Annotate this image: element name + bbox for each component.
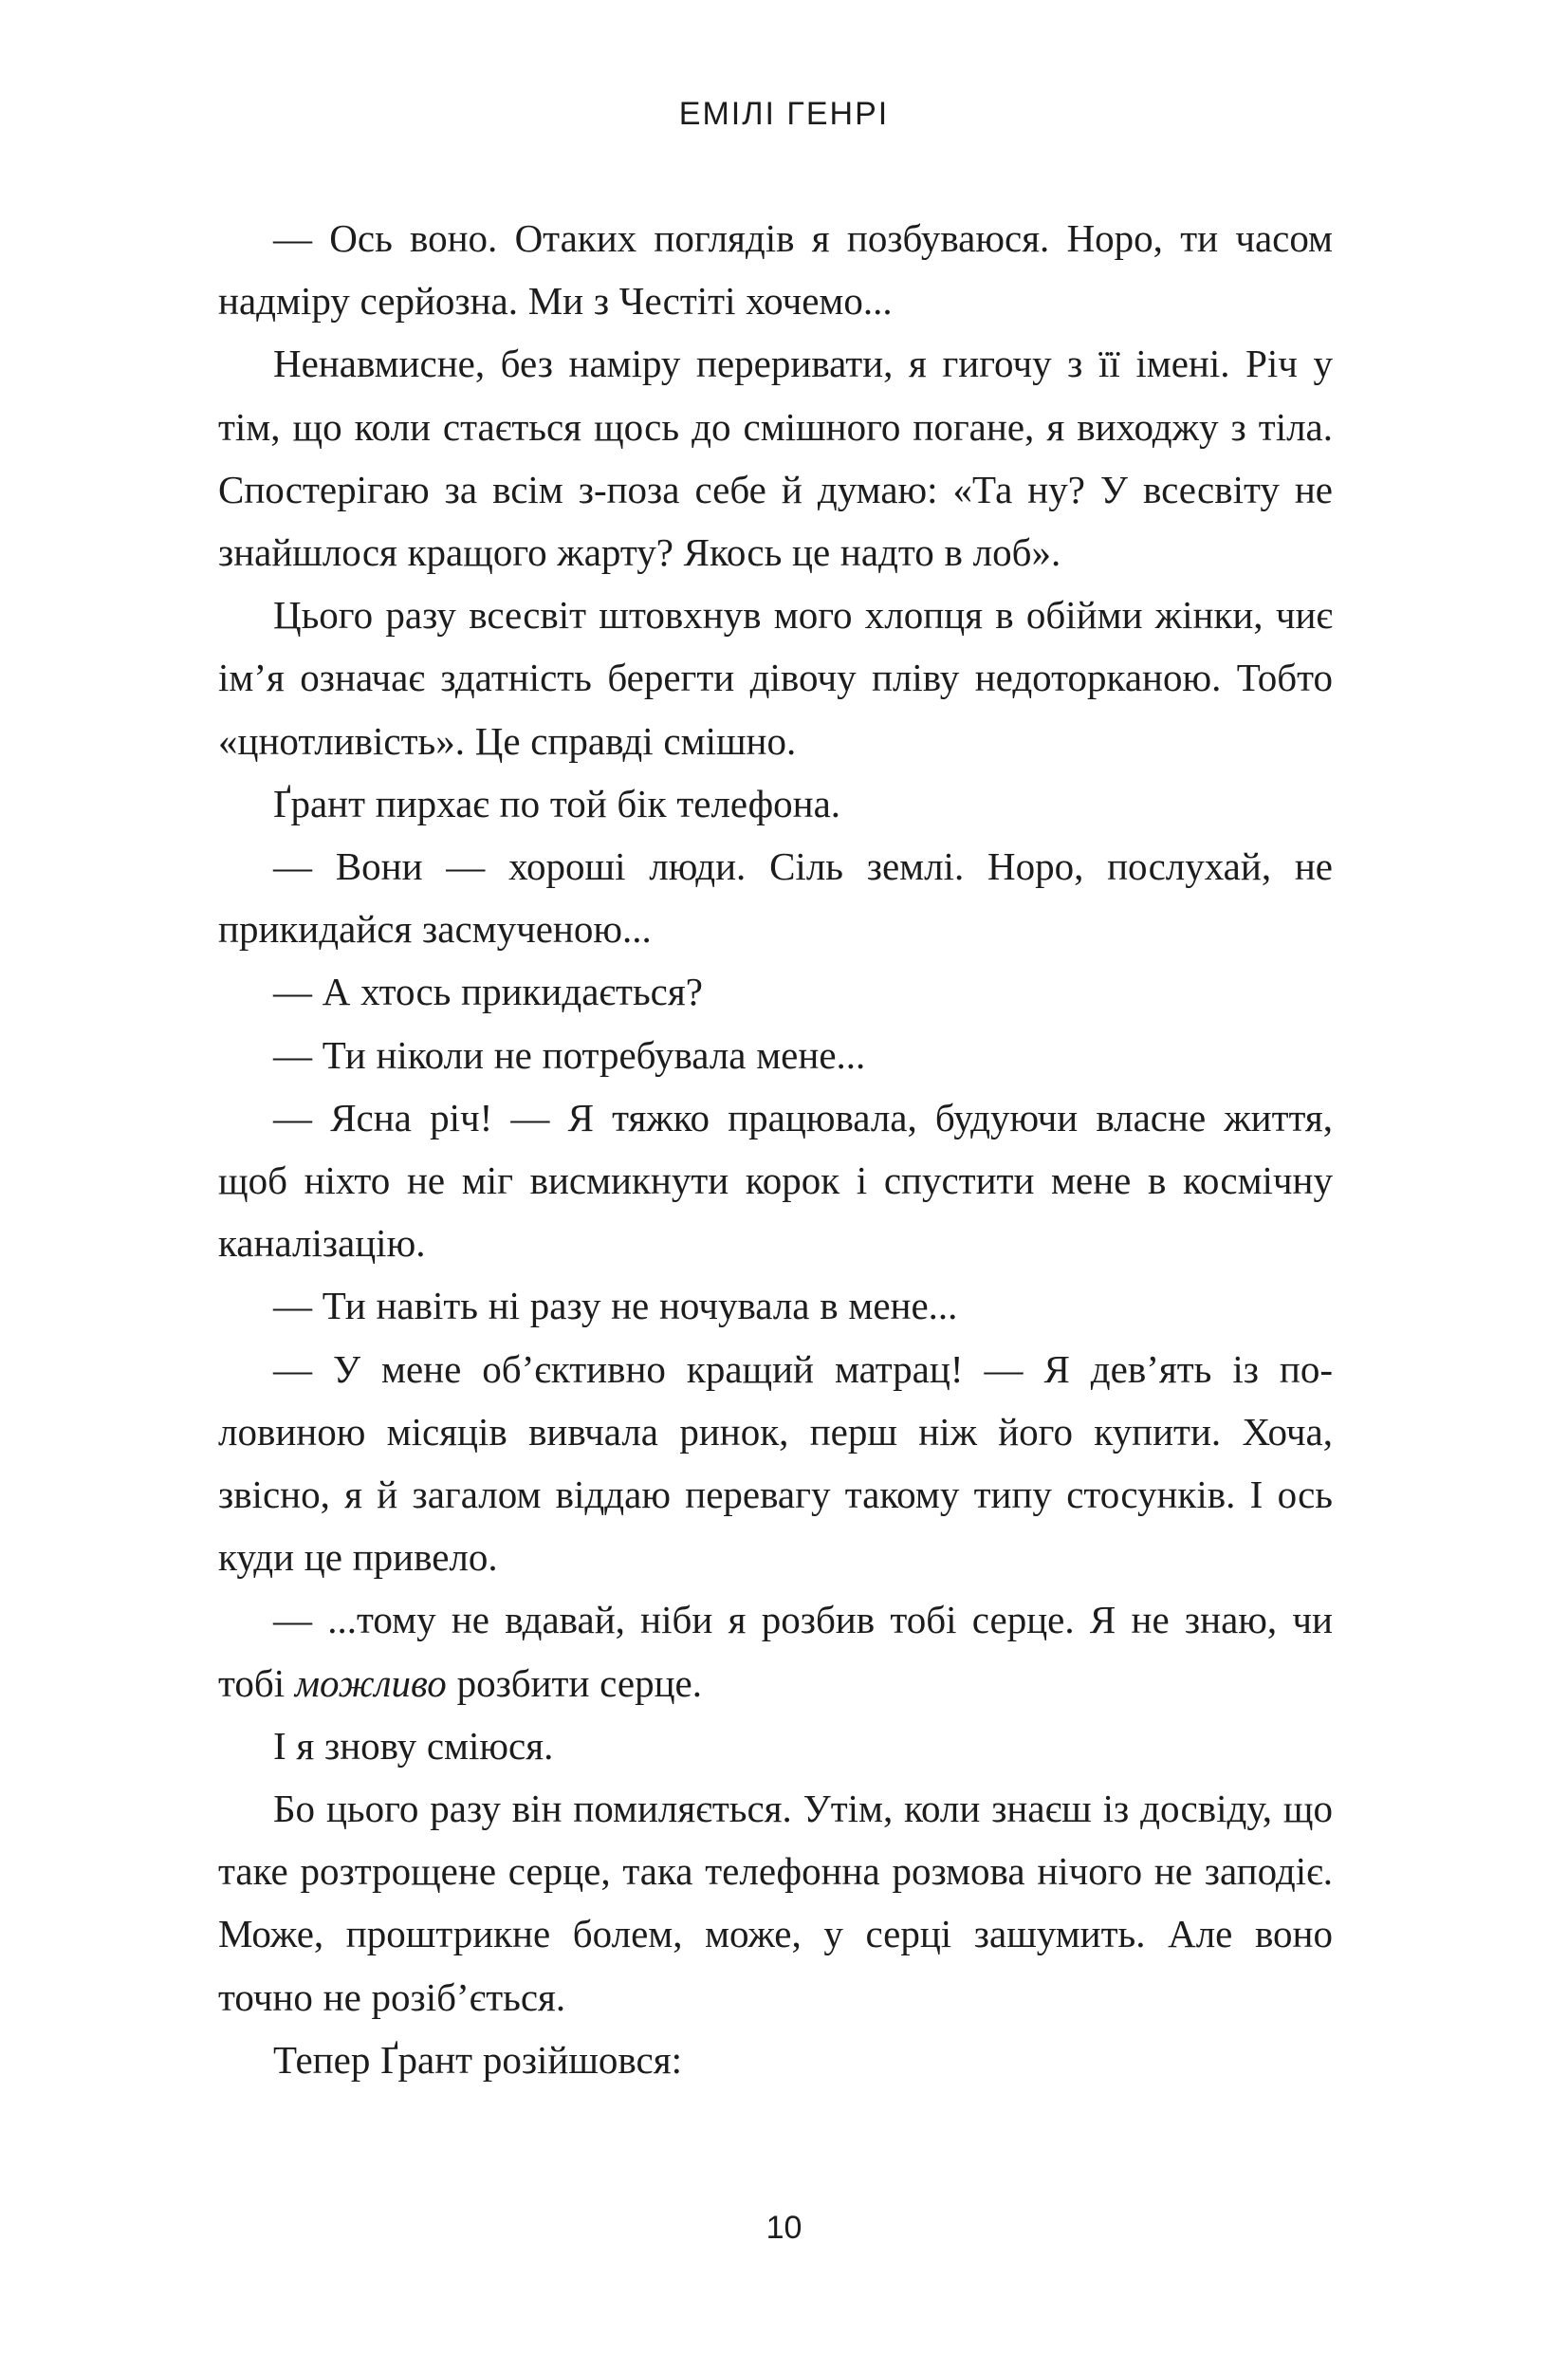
paragraph: І я знову сміюся. — [273, 1723, 554, 1768]
paragraph — [218, 1588, 1333, 1714]
paragraph-text: — ...тому не вдавай, ніби я розбив тобі серце. Я не знаю, чи тобі — [218, 1598, 1333, 1705]
paragraph: — Ти ніколи не потребувала мене... — [273, 1032, 866, 1077]
paragraph: Цього разу всесвіт штовхнув мого хлопця в обійми жінки, чиє ім’я означає здатність берегти дівочу пліву недоторканою. Тобто «цнотливість». Це справді смішно. — [218, 593, 1333, 763]
page-number: 10 — [766, 2210, 802, 2246]
paragraph: Бо цього разу він помиляється. Утім, коли знаєш із досвіду, що таке розтрощене серце, така телефонна розмова нічого не заподіє. Може, проштрикне болем, може, у серці зашумить. Але воно точно не розіб’ється. — [218, 1787, 1333, 2019]
running-header: ЕМІЛІ ГЕНРІ — [678, 96, 890, 132]
paragraph: Тепер Ґрант розійшовся: — [273, 2037, 682, 2082]
paragraph: — А хтось прикидається? — [273, 970, 703, 1014]
paragraph: — Вони — хороші люди. Сіль землі. Норо, послухай, не прикидайся засмученою... — [218, 844, 1333, 952]
paragraph: — У мене об’єктивно кращий матрац! — Я дев’ять із половиною місяців вивчала ринок, перш ніж його купити. Хоча, звісно, я й загалом віддаю перевагу такому типу стосунків. І ось куди це привело. — [218, 1346, 1333, 1580]
italic-emphasis: можливо — [294, 1660, 447, 1705]
paragraph-text: розбити серце. — [446, 1660, 702, 1705]
paragraph: — Ясна річ! — Я тяжко працювала, будуючи власне життя, щоб ніхто не міг висмикнути корок і спустити мене в космічну каналізацію. — [218, 1095, 1333, 1266]
body-text — [218, 207, 1333, 2091]
paragraph: Ґрант пирхає по той бік телефона. — [273, 781, 841, 825]
paragraph: Ненавмисне, без наміру переривати, я гигочу з її імені. Річ у тім, що коли стається щось до смішного погане, я виходжу з тіла. Спостерігаю за всім з-поза себе й думаю: «Та ну? У всесвіту не знайшлося кращого жарту? Якось це надто в лоб». — [218, 342, 1333, 575]
paragraph: — Ти навіть ні разу не ночувала в мене... — [273, 1284, 958, 1328]
paragraph: — Ось воно. Отаких поглядів я позбуваюся. Норо, ти часом надміру серйозна. Ми з Честіті хочемо... — [218, 216, 1333, 324]
